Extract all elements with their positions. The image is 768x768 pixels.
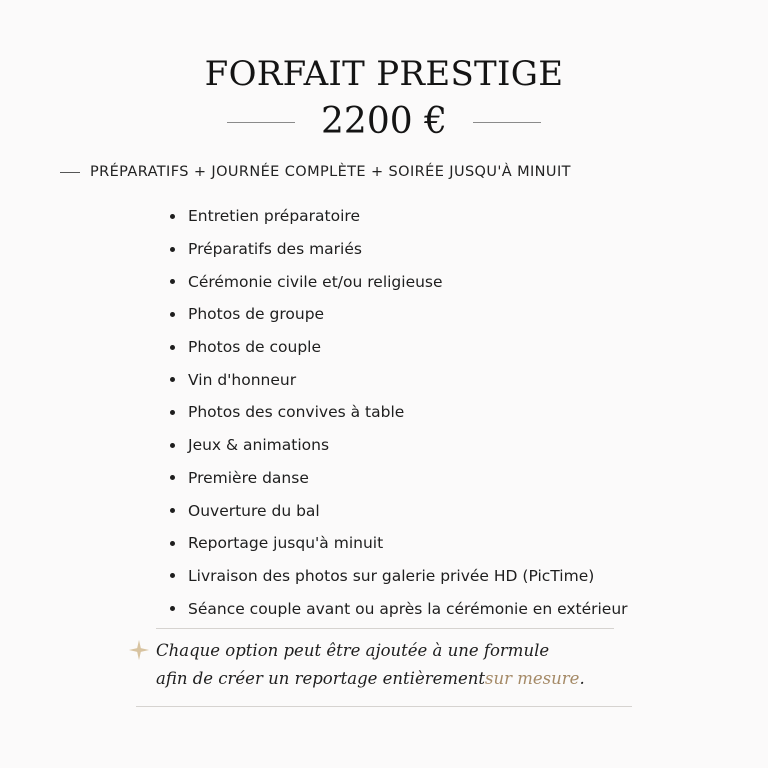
- package-subtitle: [60, 162, 571, 182]
- price-right-rule: [473, 122, 541, 123]
- feature-item: [170, 200, 628, 233]
- bullet-icon: [170, 410, 175, 415]
- bottom-divider: [136, 706, 632, 707]
- sparkle-icon: [128, 639, 150, 661]
- feature-label: Photos des convives à table: [188, 403, 405, 422]
- feature-label: Photos de groupe: [188, 305, 325, 324]
- feature-item: [170, 462, 628, 495]
- feature-label: Première danse: [188, 468, 309, 487]
- feature-label: Vin d'honneur: [188, 370, 297, 389]
- subtitle-text: PRÉPARATIFS + JOURNÉE COMPLÈTE + SOIRÉE JUSQU'À MINUIT: [90, 164, 571, 180]
- bullet-icon: [170, 606, 175, 611]
- feature-label: Séance couple avant ou après la cérémonie en extérieur: [188, 599, 628, 618]
- bullet-icon: [170, 312, 175, 317]
- bullet-icon: [170, 541, 175, 546]
- feature-label: Ouverture du bal: [188, 501, 320, 520]
- package-price: 2200 €: [321, 101, 447, 142]
- feature-label: Entretien préparatoire: [188, 207, 360, 226]
- note-line-2: [128, 664, 585, 692]
- bullet-icon: [170, 345, 175, 350]
- feature-item: [170, 298, 628, 331]
- feature-item: [170, 363, 628, 396]
- feature-label: Reportage jusqu'à minuit: [188, 534, 384, 553]
- feature-label: Cérémonie civile et/ou religieuse: [188, 272, 443, 291]
- bullet-icon: [170, 247, 175, 252]
- bullet-icon: [170, 573, 175, 578]
- note-text-2: afin de créer un reportage entièrement: [156, 668, 486, 688]
- bullet-icon: [170, 279, 175, 284]
- feature-item: [170, 494, 628, 527]
- feature-item: [170, 527, 628, 560]
- bullet-icon: [170, 214, 175, 219]
- options-note: [128, 636, 585, 692]
- feature-item: [170, 396, 628, 429]
- note-accent-text: sur mesure: [485, 668, 580, 688]
- note-text-1: Chaque option peut être ajoutée à une formule: [156, 640, 550, 660]
- feature-item: [170, 331, 628, 364]
- bullet-icon: [170, 443, 175, 448]
- feature-item: [170, 592, 628, 625]
- note-line-1: [128, 636, 585, 664]
- price-left-rule: [227, 122, 295, 123]
- bullet-icon: [170, 475, 175, 480]
- feature-label: Préparatifs des mariés: [188, 240, 362, 259]
- feature-list: [170, 200, 628, 625]
- feature-label: Photos de couple: [188, 338, 322, 357]
- feature-item: [170, 233, 628, 266]
- feature-label: Jeux & animations: [188, 436, 330, 455]
- feature-label: Livraison des photos sur galerie privée HD (PicTime): [188, 566, 595, 585]
- top-divider: [156, 628, 614, 629]
- package-title: FORFAIT PRESTIGE: [204, 54, 564, 94]
- bullet-icon: [170, 508, 175, 513]
- bullet-icon: [170, 377, 175, 382]
- feature-item: [170, 429, 628, 462]
- price-row: [0, 100, 768, 144]
- subtitle-dash: [60, 172, 80, 173]
- feature-item: [170, 265, 628, 298]
- feature-item: [170, 560, 628, 593]
- note-text-end: .: [579, 668, 585, 688]
